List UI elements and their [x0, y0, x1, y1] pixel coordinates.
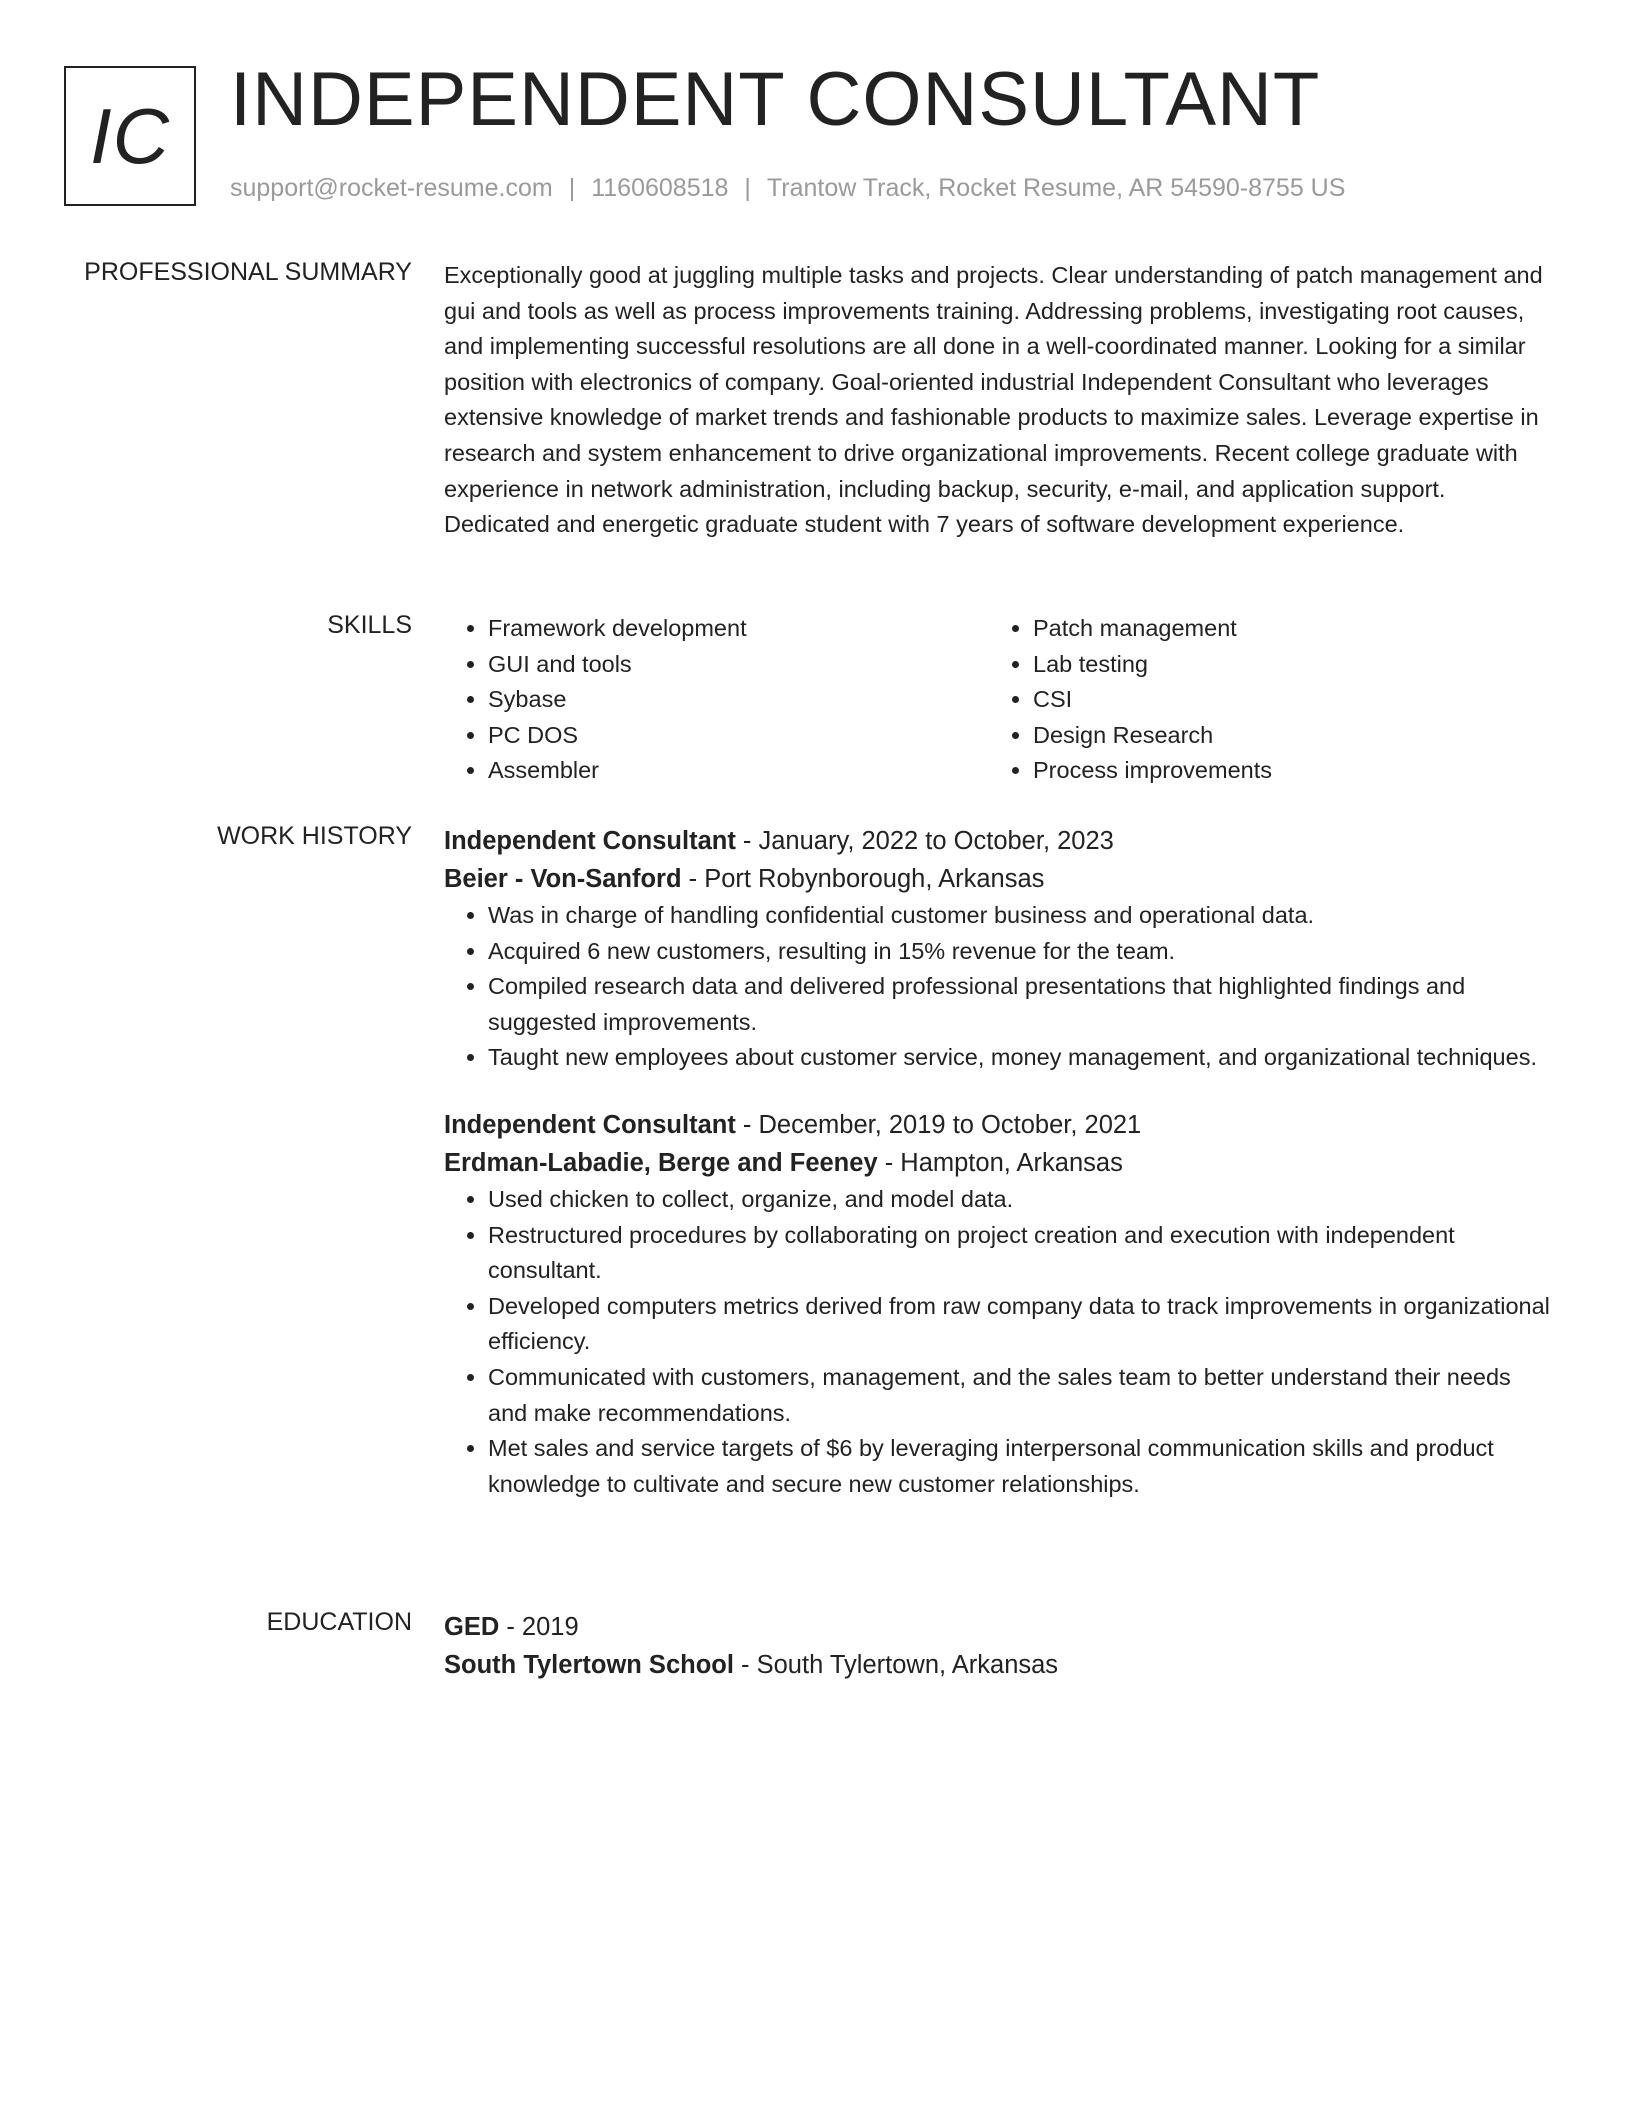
degree-line: [444, 1608, 1554, 1646]
job-title-line: [444, 1106, 1554, 1144]
job-company-line: [444, 860, 1554, 898]
contact-line: [230, 174, 1345, 203]
section-label-work: WORK HISTORY: [217, 822, 412, 850]
skill-item: • Sybase: [488, 682, 989, 718]
degree-year: - 2019: [499, 1613, 579, 1641]
skill-item: • Lab testing: [1033, 647, 1534, 683]
skill-item: • Framework development: [488, 611, 989, 647]
degree: GED: [444, 1613, 500, 1641]
job-bullets: [444, 898, 1554, 1076]
job-title-line: [444, 822, 1554, 860]
work-body: [444, 822, 1554, 1502]
job-bullet: • Developed computers metrics derived from raw company data to track improvements in organizational efficiency.: [488, 1289, 1554, 1360]
job-bullet: • Was in charge of handling confidential customer business and operational data.: [488, 898, 1554, 934]
skills-list-right: [989, 611, 1534, 789]
skill-item: • PC DOS: [488, 718, 989, 754]
contact-separator: |: [568, 174, 576, 202]
skill-item: • Process improvements: [1033, 753, 1534, 789]
job-company-line: [444, 1144, 1554, 1182]
contact-address: Trantow Track, Rocket Resume, AR 54590-8755 US: [766, 174, 1346, 202]
job-location: - Hampton, Arkansas: [877, 1148, 1123, 1177]
skills-body: [444, 611, 1554, 789]
section-label-skills: SKILLS: [327, 611, 412, 639]
contact-email: support@rocket-resume.com: [230, 174, 553, 202]
job-title: Independent Consultant: [444, 1110, 736, 1139]
contact-separator: |: [744, 174, 751, 202]
job-bullet: • Used chicken to collect, organize, and model data.: [488, 1182, 1554, 1218]
education-body: [444, 1608, 1554, 1684]
job-entry: [444, 822, 1554, 1076]
candidate-name: INDEPENDENT CONSULTANT: [230, 57, 1321, 142]
job-bullet: • Taught new employees about customer service, money management, and organizational techniques.: [488, 1040, 1554, 1076]
contact-phone: 1160608518: [591, 174, 729, 202]
skill-item: • CSI: [1033, 682, 1534, 718]
job-dates: - December, 2019 to October, 2021: [735, 1110, 1142, 1139]
school-location: - South Tylertown, Arkansas: [733, 1651, 1059, 1679]
job-company: Beier - Von-Sanford: [444, 865, 682, 893]
section-label-summary: PROFESSIONAL SUMMARY: [84, 258, 412, 286]
section-label-education: EDUCATION: [266, 1608, 412, 1636]
skill-item: • Patch management: [1033, 611, 1534, 647]
job-company: Erdman-Labadie, Berge and Feeney: [444, 1148, 878, 1177]
skill-item: • Design Research: [1033, 718, 1534, 754]
job-title: Independent Consultant: [444, 827, 736, 855]
school: South Tylertown School: [444, 1651, 734, 1679]
school-line: [444, 1646, 1554, 1684]
skill-item: • Assembler: [488, 753, 989, 789]
summary-text: Exceptionally good at juggling multiple tasks and projects. Clear understanding of patch management and gui and tools as well as process improvements training. Addressing problems, investigating root causes, and implementing successful resolutions are all done in a well-coordinated manner. Looking for a similar position with electronics of company. Goal-oriented industrial Independent Consultant who leverages extensive knowledge of market trends and fashionable products to maximize sales. Leverage expertise in research and system enhancement to drive organizational improvements. Recent college graduate with experience in network administration, including backup, security, e-mail, and application support. Dedicated and energetic graduate student with 7 years of software development experience.: [444, 262, 1543, 538]
job-bullet: • Communicated with customers, management, and the sales team to better understand their needs and make recommendations.: [488, 1360, 1554, 1431]
job-bullet: • Compiled research data and delivered professional presentations that highlighted findings and suggested improvements.: [488, 969, 1554, 1040]
job-location: - Port Robynborough, Arkansas: [681, 865, 1045, 893]
monogram-box: [64, 66, 196, 206]
job-bullet: • Restructured procedures by collaborating on project creation and execution with independent consultant.: [488, 1218, 1554, 1289]
job-bullet: • Acquired 6 new customers, resulting in 15% revenue for the team.: [488, 934, 1554, 970]
job-bullets: [444, 1182, 1554, 1502]
monogram-initials: IC: [90, 91, 170, 180]
summary-body: [444, 258, 1554, 543]
job-dates: - January, 2022 to October, 2023: [735, 827, 1114, 855]
job-entry: [444, 1106, 1554, 1502]
skill-item: • GUI and tools: [488, 647, 989, 683]
job-bullet: • Met sales and service targets of $6 by leveraging interpersonal communication skills and product knowledge to cultivate and secure new customer relationships.: [488, 1431, 1554, 1502]
skills-list-left: [444, 611, 989, 789]
